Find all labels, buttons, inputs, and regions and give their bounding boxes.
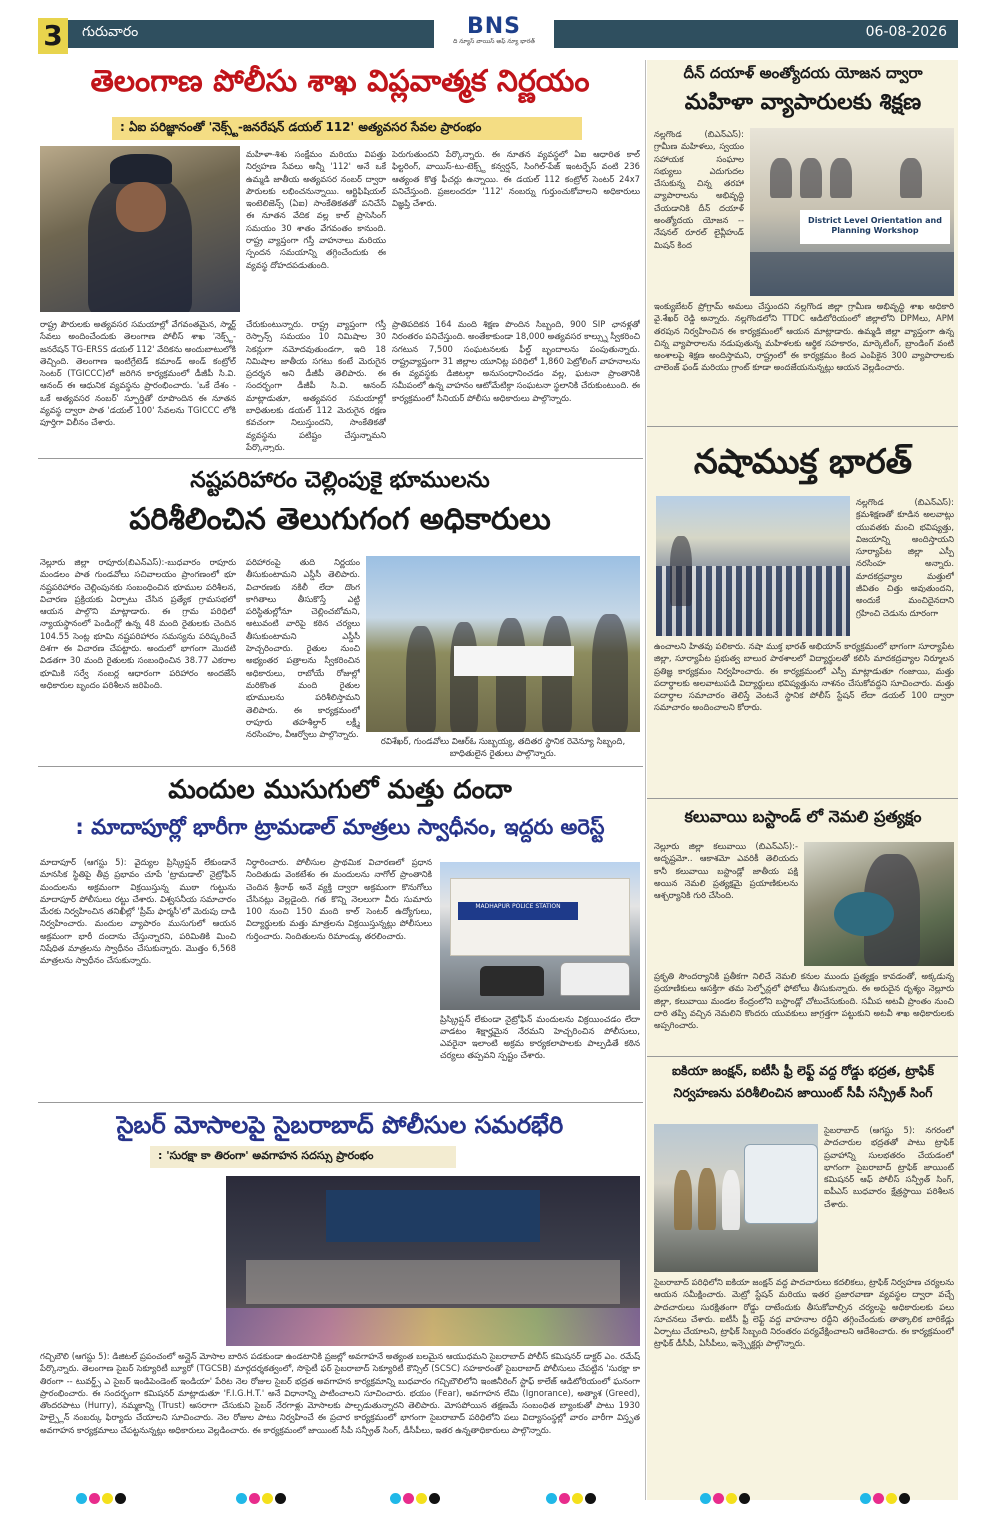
brand-logo <box>434 16 554 52</box>
story1-column-5: ప్రాతిపదికన 164 మంది శిక్షణ పొందిన సిబ్బంది, 900 SIP ఛానళ్లతో నిరంతరం పనిచేస్తుంది. అంతేకాకుండా 18,000 అత్యవసర కాల్స్ను స్వీకరించి సగటున 7,500 సంఘటనలకు ఫీల్డ్ బృందాలను పంపుతున్నారు. రాష్ట్రవ్యాప్తంగా 31 జిల్లాల యూనిట్ల పరిధిలో 1,860 పెట్రోలింగ్ వాహనాలను ఈ వ్యవస్థకు డిజిటల్గా అనుసంధానించడం వల్ల, ఘటనా ప్రాంతానికి సమీపంలో ఉన్న వాహనం ఆటోమేటిక్గా సంఘటనా స్థలానికి చేరుకుంటుంది. ఈ కార్యక్రమంలో సీనియర్ పోలీసు అధికారులు పాల్గొన్నారు. <box>392 319 640 403</box>
sidebar2-photo-students <box>656 496 850 636</box>
story3-kicker: మందుల ముసుగులో మత్తు దందా <box>168 775 512 805</box>
sidebar3-body: ప్రకృతి సౌందర్యానికి ప్రతీకగా నిలిచే నెమలి కనుల ముందు ప్రత్యక్షం కావడంతో, అక్కడున్న ప్రయాణికులు ఆసక్తిగా తమ సెల్ఫోన్లలో ఫోటోలు తీసుకున్నారు. ఈ అరుదైన దృశ్యం నెల్లూరు జిల్లా, కలువాయి మండల కేంద్రంలోని బస్టాండ్లో చోటుచేసుకుంది. సమీప అటవీ ప్రాంతం నుంచి దారి తప్పి వచ్చిన నెమలిని కొందరు యువకులు జాగ్రత్తగా పట్టుకుని అటవీ శాఖ అధికారులకు అప్పగించారు. <box>654 971 954 1031</box>
story2-column-2: పరిహారంపై తుది నిర్ణయం తీసుకుంటామని ఎస్డీసీ తెలిపారు. విచారణకు నకిలీ లేదా దొంగ కాగితాలు తీసుకొస్తే ఎట్టి పరిస్థితుల్లోనూ చెల్లించబోమని, అటువంటి వారిపై కఠిన చర్యలు తీసుకుంటామని ఎస్డీసీ హెచ్చరించారు. రైతుల నుంచి అభ్యంతర పత్రాలను స్వీకరించిన అధికారులు, రాబోయే రోజుల్లో మరికొంత మంది రైతుల భూములను పరిశీలిస్తామని తెలిపారు. ఈ కార్యక్రమంలో రాపూరు తహశీల్దార్ లక్ష్మీ నరసింహం, వీఆర్వోలు పాల్గొన్నారు. <box>246 557 360 740</box>
story4-photo-stage <box>226 1176 640 1346</box>
story1-column-2: పెరుగుతుందని పేర్కొన్నారు. ఈ నూతన వ్యవస్థలో ఏఐ ఆధారిత కాల్ ఫిల్టరింగ్, వాయిస్-టు-టెక్స్ట్ కన్వర్షన్, సింగిల్-పేజ్ ఇంటర్ఫేస్ వంటి 236 ఆత్యంత కొత్త ఫీచర్లు ఉన్నాయి. ఈ డయల్ 112 కంట్రోల్ సెంటర్ 24x7 పనిచేస్తుంది. ప్రజలందరూ '112' నంబర్ను గుర్తుంచుకోవాలని అధికారులు విజ్ఞప్తి చేశారు. <box>392 149 640 209</box>
page-number: 3 <box>38 18 68 54</box>
story1-column-3: రాష్ట్ర పౌరులకు అత్యవసర సమయాల్లో వేగవంతమైన, స్మార్ట్ సేవలు అందించేందుకు తెలంగాణ పోలీస్ శాఖ 'నెక్స్ట్-జనరేషన్ TG-ERSS డయల్ 112' వేదికను అందుబాటులోకి తెచ్చింది. తెలంగాణ ఇంటిగ్రేటెడ్ కమాండ్ అండ్ కంట్రోల్ సెంటర్ (TGICCC)లో జరిగిన కార్యక్రమంలో డీజీపీ సి.వి. ఆనంద్ ఈ ఆధునిక వ్యవస్థను ప్రారంభించారు. 'ఒకే దేశం - ఒకే అత్యవసర నంబర్' స్ఫూర్తితో రూపొందిన ఈ నూతన వ్యవస్థ ద్వారా పాత 'డయల్ 100' సేవలను TGICCC లోకి పూర్తిగా విలీనం చేశారు. <box>40 319 236 428</box>
story2-column-1: నెల్లూరు జిల్లా రాపూరు(బిఎన్ఎస్):-బుధవారం రాపూరు మండలం పాత గుండవోలు సచివాలయం ప్రాంగణంలో భూ నష్టపరిహారం చెల్లింపునకు సంబంధించిన భూముల పరిశీలన, విచారణ ప్రక్రియకు ఏర్పాటు చేసిన ప్రత్యేక గ్రామసభలో ఆయన పాల్గొని మాట్లాడారు. ఈ గ్రామ పరిధిలో న్యాయస్థానంలో పెండింగ్లో ఉన్న 48 మంది రైతులకు చెందిన 104.55 సెంట్ల భూమి నష్టపరిహారం సమస్యను పరిష్కరించే దిశగా ఈ విచారణ చేపట్టారు. అందులో భాగంగా మొదటి విడతగా 30 మంది రైతులకు సంబంధించిన 38.77 ఎకరాల భూమికి సర్వే నంబర్ల ఆధారంగా పరిహారం అందజేసే అధికారుల బృందం పరిశీలన జరిపింది. <box>40 557 236 690</box>
story2-photo-caption: రవిశేఖర్, గుండవోలు విఆర్ఓ సుబ్బయ్య, తదితర స్థానిక రెవెన్యూ సిబ్బంది, బాధితులైన రైతులు పాల్గొన్నారు. <box>380 737 626 759</box>
sidebar2-intro-text: నల్లగొండ (బిఎన్ఎస్): క్రమశిక్షణతో కూడిన అలవాట్లు యువతకు మంచి భవిష్యత్తు, విజయాన్ని అందిస్తాయని సూర్యాపేట జిల్లా ఎస్పీ నరసింహ అన్నారు. మాదకద్రవ్యాల మత్తులో జీవితం చిత్తు అవుతుందని, అందుకే మంచిదైనదాని గ్రహించి చెడును దూరంగా <box>856 497 954 618</box>
story1-subhead: : ఏఐ పరిజ్ఞానంతో 'నెక్స్ట్-జనరేషన్ డయల్ 112' అత్యవసర సేవల ప్రారంభం <box>112 117 582 140</box>
registration-mark <box>390 1493 440 1504</box>
police-station-sign: MADHAPUR POLICE STATION <box>458 902 578 920</box>
section-divider <box>647 426 958 427</box>
section-divider <box>647 798 958 799</box>
sidebar1-headline: మహిళా వ్యాపారులకు శిక్షణ <box>684 90 922 115</box>
sidebar1-photo-workshop <box>750 128 954 296</box>
sidebar4-headline: ఐకియా జంక్షన్, ఐటీసీ ఫ్రీ లెఫ్ట్ వద్ద రోడ్డు భద్రత, ట్రాఫిక్ నిర్వహణను పరిశీలించిన జాయింట్ సీపీ సన్ప్రీత్ సింగ్ <box>671 1063 935 1100</box>
story2-photo-field-inspection <box>366 556 640 732</box>
section-divider <box>647 1056 958 1057</box>
registration-mark <box>236 1493 286 1504</box>
story1-column-1: మహిళా-శిశు సంక్షేమం మరియు విపత్తు నిర్వహణ సేవలు అన్నీ '112' అనే ఒకే ఉమ్మడి జాతీయ అత్యవసర నంబర్ ద్వారా పౌరులకు లభించనున్నాయి. ఆర్టిఫిషియల్ ఇంటెలిజెన్స్ (ఏఐ) సాంకేతికతతో పనిచేసే ఈ నూతన వేదిక వల్ల కాల్ ప్రాసెసింగ్ సమయం 30 శాతం వేగవంతం కానుంది. రాష్ట్ర వ్యాప్తంగా గస్తీ వాహనాలు మరియు స్పందన సమయాన్ని తగ్గించేందుకు ఈ వ్యవస్థ దోహదపడుతుంది. <box>246 149 386 270</box>
issue-date: 06-08-2026 <box>865 24 947 40</box>
day-label: గురువారం <box>82 24 139 40</box>
brand-tagline: ది న్యూస్ వాయిస్ అఫ్ న్యూ భారత్ <box>453 38 535 45</box>
story4-headline: సైబర్ మోసాలపై సైబరాబాద్ పోలీసుల సమరభేరి <box>116 1111 564 1139</box>
story3-column-1: మాదాపూర్ (ఆగస్టు 5): వైద్యుల ప్రిస్క్రిప్షన్ లేకుండానే మానసిక స్థితిపై తీవ్ర ప్రభావం చూపే 'ట్రామడాల్' నైట్రోఫిన్ మందులను అక్రమంగా విక్రయిస్తున్న ముఠా గుట్టును మాదాపూర్ పోలీసులు రట్టు చేశారు. విశ్వసనీయ సమాచారం మేరకు నిర్వహించిన తనిఖీల్లో 'ప్రీమ్ ఫార్మసీ'లో మెరుపు దాడి నిర్వహించారు. మందుల వ్యాపారం ముసుగులో ఆయన అక్రమంగా భారీ దందాను చేస్తున్నారని, పరిమితికి మించి నిషేధిత మాత్రలను స్వాధీనం చేసుకున్నారు. మొత్తం 6,568 మాత్రలను స్వాధీనం చేసుకున్నారు. <box>40 857 236 966</box>
registration-mark <box>76 1493 126 1504</box>
sidebar1-body: ఇంక్యుబేటర్ ప్రోగ్రామ్ అమలు చేస్తుందని నల్లగొండ జిల్లా గ్రామీణ అభివృద్ధి శాఖ అధికారి వై.శేఖర్ రెడ్డి అన్నారు. నల్లగొండలోని TTDC ఆడిటోరియంలో జిల్లాలోని DPMలు, APM తరపున నిర్వహించిన ఈ కార్యక్రమంలో ఆయన మాట్లాడారు. ఉమ్మడి జిల్లా వ్యాప్తంగా ఉన్న చిన్న వ్యాపారాలను నడుపుతున్న మహిళలకు ఆర్థిక సహకారం, మార్కెటింగ్, బ్రాండింగ్ వంటి అంశాలపై శిక్షణ అందిస్తామని, రాష్ట్రంలో ఈ కార్యక్రమం కింద ఎంపికైన 300 వ్యాపారాలకు చాలెంజ్ ఫండ్ మరియు గ్రాంట్ కూడా అందజేయనున్నట్లు ఆయన వెల్లడించారు. <box>654 301 954 373</box>
sidebar2-headline: నషాముక్త భారత్ <box>693 442 913 482</box>
sidebar4-body: సైబరాబాద్ పరిధిలోని ఐకియా జంక్షన్ వద్ద పాదచారులు కదలికలు, ట్రాఫిక్ నిర్వహణ చర్యలను ఆయన సమీక్షించారు. మెట్రో స్టేషన్ మరియు ఇతర ప్రజారవాణా వ్యవస్థల ద్వారా వచ్చే పాదచారులు సురక్షితంగా రోడ్డు దాటేందుకు తీసుకోవాల్సిన చర్యలపై అధికారులకు పలు సూచనలు చేశారు. ఐటీసీ ఫ్రీ లెఫ్ట్ వద్ద వాహనాల రద్దీని తగ్గించేందుకు తాత్కాలిక బారికేడ్లు ఏర్పాటు చేయాలని, ట్రాఫిక్ సిబ్బంది నిరంతరం పర్యవేక్షించాలని ఆదేశించారు. ఈ కార్యక్రమంలో ట్రాఫిక్ డీసీపీ, ఏసీపీలు, ఇన్స్పెక్టర్లు పాల్గొన్నారు. <box>654 1277 954 1349</box>
workshop-banner: District Level Orientation and Planning Workshop <box>800 210 950 244</box>
story4-body: గచ్చిబౌలి (ఆగస్టు 5): డిజిటల్ ప్రపంచంలో అన్లైన్ మోసాల బారిన పడకుండా ఉండటానికి ప్రజల్లో అవగాహనే అత్యంత బలమైన ఆయుధమని సైబరాబాద్ పోలీస్ కమిషనర్ డాక్టర్ ఎం. రమేష్ పేర్కొన్నారు. తెలంగాణ సైబర్ సెక్యూరిటీ బ్యూరో (TGCSB) మార్గదర్శకత్వంలో, సొసైటీ ఫర్ సైబరాబాద్ సెక్యూరిటీ కౌన్సిల్ (SCSC) సహకారంతో సైబరాబాద్ పోలీసులు చేపట్టిన 'సురక్షా కా తిరంగా -- టువర్డ్స్ ఎ సైబర్ ఇండిపెండెంట్ ఇండియా' పేరిట నెల రోజుల సైబర్ భద్రత అవగాహన కార్యక్రమాన్ని బుధవారం గచ్చిబౌలిలోని ఇంజినీరింగ్ స్టాఫ్ కాలేజ్ ఆడిటోరియంలో ఘనంగా ప్రారంభించారు. ఈ సందర్భంగా కమిషనర్ మాట్లాడుతూ 'F.I.G.H.T.' అనే విధానాన్ని పాటించాలని సూచించారు. భయం (Fear), అవగాహన లేమి (Ignorance), అత్యాశ (Greed), తొందరపాటు (Hurry), నమ్మకాన్ని (Trust) ఆసరాగా చేసుకుని సైబర్ నేరగాళ్లు మోసాలకు పాల్పడుతున్నారని తెలిపారు. మోసపోయిన తక్షణమే సంబంధిత బ్యాంకుతో పాటు 1930 హెల్ప్లైన్ నంబర్కు ఫిర్యాదు చేయాలని సూచించారు. నెల రోజుల పాటు నిర్వహించే ఈ ప్రచార కార్యక్రమంలో భాగంగా సైబరాబాద్ పరిధిలోని పలు విద్యాసంస్థల్లో వారం వారీగా విస్తృత అవగాహన కార్యక్రమాలు చేపట్టనున్నట్లు అధికారులు వెల్లడించారు. ఈ కార్యక్రమంలో జాయింట్ సీపీ సన్ప్రీత్ సింగ్, డీసీపీలు, ఇతర ఉన్నతాధికారులు పాల్గొన్నారు. <box>40 1351 640 1435</box>
story4-subhead: : 'సురక్షా కా తిరంగా' అవగాహన సదస్సు ప్రారంభం <box>150 1146 456 1168</box>
brand-name: BNS <box>466 14 522 39</box>
sidebar4-intro-text: సైబరాబాద్ (ఆగస్టు 5): నగరంలో పాదచారుల భద్రతతో పాటు ట్రాఫిక్ ప్రవాహాన్ని సులభతరం చేయడంలో భాగంగా సైబరాబాద్ ట్రాఫిక్ జాయింట్ కమిషనర్ ఆఫ్ పోలీస్ సన్ప్రీత్ సింగ్, ఐపీఎస్ బుధవారం క్షేత్రస్థాయి పరిశీలన చేశారు. <box>824 1125 954 1209</box>
sidebar4-photo-traffic <box>654 1124 818 1272</box>
registration-mark <box>546 1493 596 1504</box>
story1-headline: తెలంగాణ పోలీసు శాఖ విప్లవాత్మక నిర్ణయం <box>90 64 590 99</box>
registration-mark <box>700 1493 750 1504</box>
registration-mark <box>860 1493 910 1504</box>
story3-photo-caption: ప్రిస్క్రిప్షన్ లేకుండా నైట్రోఫిన్ మందులను విక్రయించడం లేదా వాడటం శిక్షార్హమైన నేరమని హెచ్చరించిన పోలీసులు, ఎవరైనా ఇలాంటి అక్రమ కార్యకలాపాలకు పాల్పడితే కఠిన చర్యలు తప్పవని స్పష్టం చేశారు. <box>440 1015 640 1061</box>
story3-headline: : మాదాపూర్లో భారీగా ట్రామడాల్ మాత్రలు స్వాధీనం, ఇద్దరు అరెస్ట్ <box>75 815 605 839</box>
sidebar1-kicker: దీన్ దయాళ్ అంత్యోదయ యోజన ద్వారా <box>683 64 923 82</box>
sidebar2-body: ఉంచాలని హితవు పలికారు. నషా ముక్త భారత్ అభియాన్ కార్యక్రమంలో భాగంగా సూర్యాపేట జిల్లా, సూర్యాపేట ప్రభుత్వ బాలుర పాఠశాలలో విద్యార్థులతో కలిసి మాదకద్రవ్యాల నిర్మూలన ప్రతిజ్ఞ కార్యక్రమం నిర్వహించారు. ఈ కార్యక్రమంలో ఎస్పీ మాట్లాడుతూ గంజాయి, మత్తు పదార్థాలకు అలవాటుపడి విద్యార్థులు భవిష్యత్తును నాశనం చేసుకోవద్దని సూచించారు. మత్తు పదార్థాల సమాచారం తెలిస్తే వెంటనే స్థానిక పోలీస్ స్టేషన్ లేదా డయల్ 100 ద్వారా సమాచారం అందించాలని కోరారు. <box>654 641 954 713</box>
story2-headline: పరిశీలించిన తెలుగుగంగ అధికారులు <box>129 502 551 537</box>
section-divider <box>38 766 643 767</box>
story3-photo-police-station <box>440 862 640 1010</box>
story3-column-2: నిర్ధారించారు. పోలీసుల ప్రాథమిక విచారణలో ప్రధాన నిందితుడు వెంకటేశం ఈ మందులను నాగోల్ ప్రాంతానికి చెందిన శ్రీనాథ్ అనే వ్యక్తి ద్వారా అక్రమంగా కొనుగోలు చేసినట్లు వెల్లడైంది. గత కొన్ని నెలలుగా వీరు సుమారు 100 నుంచి 150 మంది కాల్ సెంటర్ ఉద్యోగులు, విద్యార్థులకు మత్తు మాత్రలను విక్రయిస్తున్నట్లు పోలీసులు గుర్తించారు. నిందితులను రిమాండ్కు తరలించారు. <box>246 857 432 941</box>
sidebar3-headline: కలువాయి బస్టాండ్ లో నెమలి ప్రత్యక్షం <box>684 807 922 826</box>
story1-column-4: చేరుకుంటున్నారు. రాష్ట్ర వ్యాప్తంగా గస్తీ రెస్పాన్స్ సమయం 10 నిమిషాల 30 సెకన్లుగా నమోదవుతుండగా, ఇది 18 నిమిషాల జాతీయ సగటు కంటే మెరుగైన ప్రదర్శన అని డీజీపీ తెలిపారు. ఈ సందర్భంగా డీజీపీ సి.వి. ఆనంద్ మాట్లాడుతూ, అత్యవసర సమయాల్లో బాధితులకు డయల్ 112 మెరుగైన రక్షణ కవచంగా నిలుస్తుందని, సాంకేతికతో వ్యవస్థను పటిష్టం చేస్తున్నామని పేర్కొన్నారు. <box>246 319 386 452</box>
sidebar3-photo-peacock <box>804 842 954 966</box>
sidebar3-intro-text: నెల్లూరు జిల్లా కలువాయి (బిఎన్ఎస్):- అదృష్టమో.. ఆకాశమో ఎవరికీ తెలియదు కానీ కలువాయి బస్టాండ్లో జాతీయ పక్షి అయిన నెమలి ప్రత్యక్షమై ప్రయాణికులను ఆశ్చర్యానికి గురి చేసింది. <box>654 841 798 901</box>
story1-photo-officer <box>40 146 240 312</box>
section-divider <box>38 458 643 459</box>
section-divider <box>38 1102 643 1103</box>
sidebar1-intro-text: నల్లగొండ (బిఎన్ఎస్): గ్రామీణ మహిళలు, స్వయం సహాయక సంఘాల సభ్యులు ఎదుగుదల చేసుకున్న చిన్న తరహా వ్యాపారాలను అభివృద్ధి చేయడానికి దీన్ దయాళ్ అంత్యోదయ యోజన -- నేషనల్ రూరల్ లైవ్లీహుడ్ మిషన్ కింద <box>654 129 744 250</box>
story2-kicker: నష్టపరిహారం చెల్లింపుకై భూములను <box>190 468 490 493</box>
column-divider <box>645 60 646 1500</box>
